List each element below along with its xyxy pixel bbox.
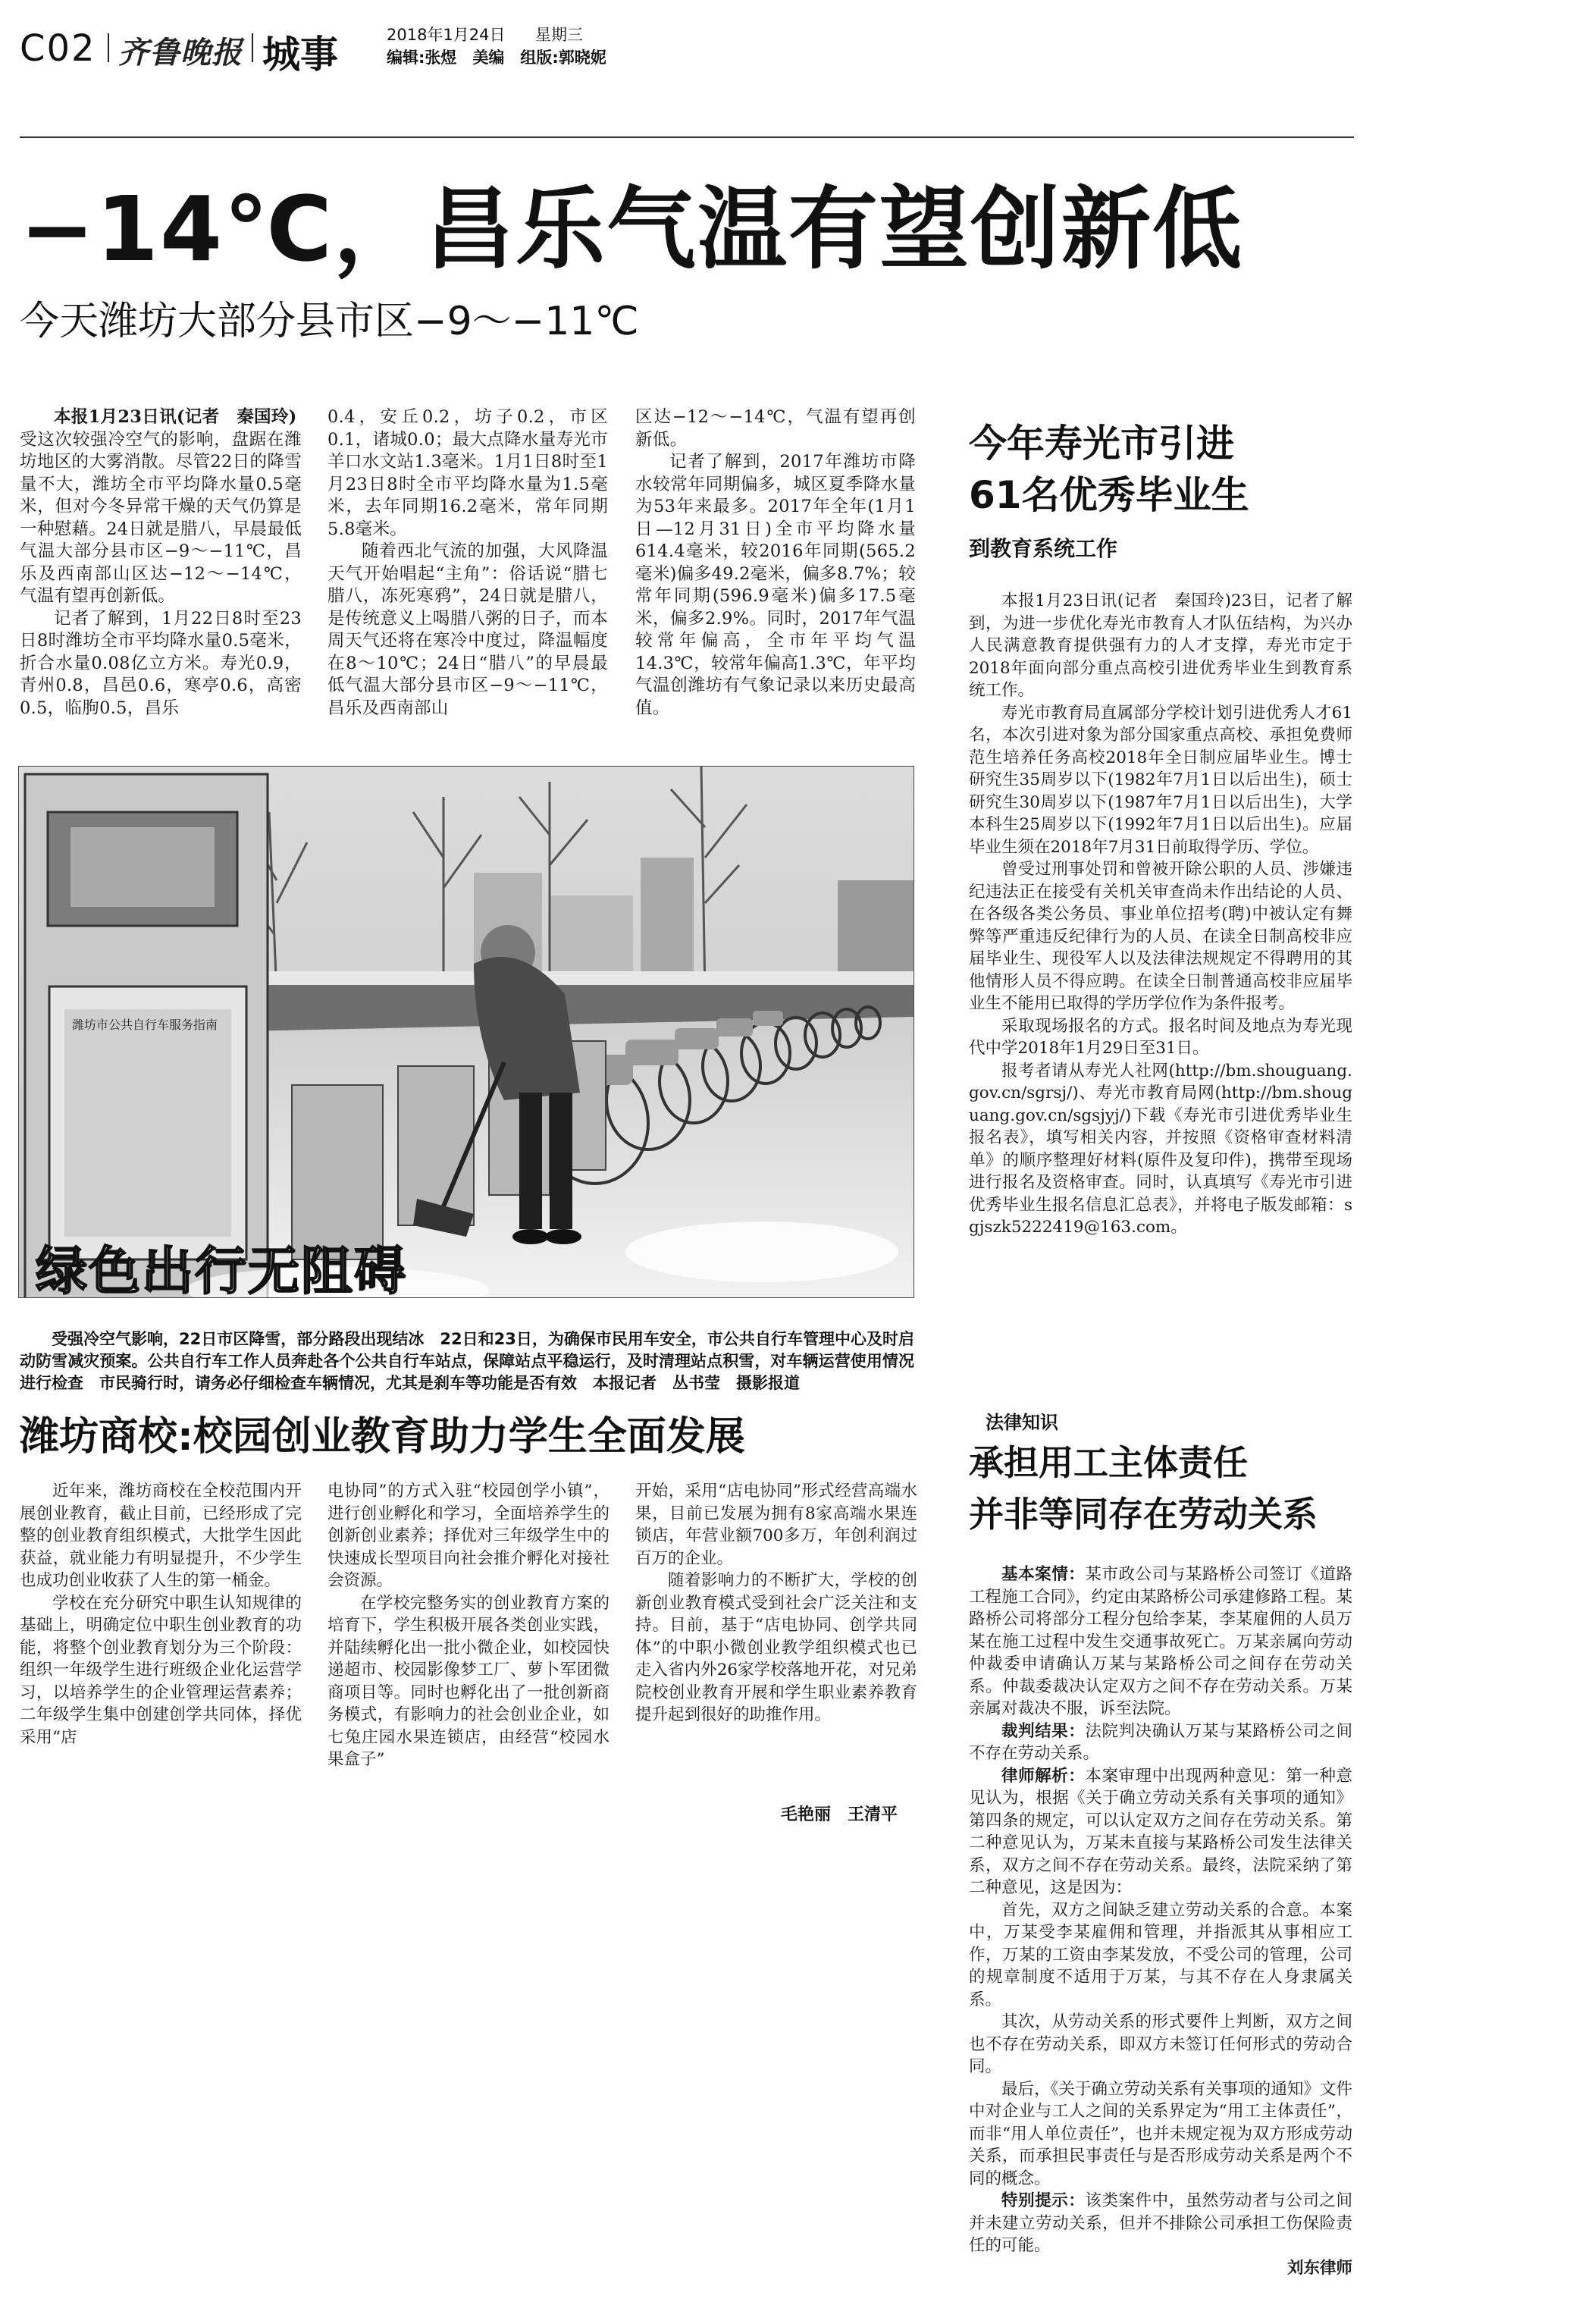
law-paragraph <box>969 1765 1352 1899</box>
school-column-2 <box>327 1480 610 1771</box>
lead-paragraph: 受这次较强冷空气的影响，盘踞在潍坊地区的大雾消散。尽管22日的降雪量不大，潍坊全市平均降水量0.5毫米，但对今冬异常干燥的天气仍算是一种慰藉。24日就是腊八，早晨最低气温大部分县市区−9～−11℃，昌乐及西南部山区达−12～−14℃，气温有望再创新低。 <box>20 429 302 606</box>
law-text: 法院判决确认万某与某路桥公司之间不存在劳动关系。 <box>969 1721 1352 1763</box>
shouguang-paragraph: 寿光市教育局直属部分学校计划引进优秀人才61名，本次引进对象为部分国家重点高校、承担免费师范生培养任务高校2018年全日制应届毕业生。博士研究生35周岁以下(1982年7月1日以后出生)，硕士研究生30周岁以下(1987年7月1日以后出生)，大学本科生25周岁以下(1992年7月1日以后出生)。应届毕业生须在2018年7月31日前取得学历、学位。 <box>969 703 1352 857</box>
school-paragraph: 电协同”的方式入驻“校园创学小镇”，进行创业孵化和学习，全面培养学生的创新创业素养；择优对三年级学生中的快速成长型项目向社会推介孵化对接社会资源。 <box>327 1482 610 1590</box>
school-paragraph: 开始，采用“店电协同”形式经营高端水果，目前已发展为拥有8家高端水果连锁店，年营业额700多万，年创利润过百万的企业。 <box>635 1482 917 1568</box>
school-paragraph: 学校在充分研究中职生认知规律的基础上，明确定位中职生创业教育的功能，将整个创业教育划分为三个阶段：组织一年级学生进行班级企业化运营学习，以培养学生的企业管理运营素养；二年级学生集中创建创学共同体，择优采用“店 <box>20 1593 302 1747</box>
law-paragraph <box>969 2011 1352 2078</box>
lead-paragraph: 0.4，安丘0.2，坊子0.2，市区0.1，诸城0.0；最大点降水量寿光市羊口水文站1.3毫米。1月1日8时至1月23日8时全市平均降水量为1.5毫米，去年同期16.2毫米，常年同期5.8毫米。 <box>327 407 608 539</box>
law-paragraph <box>969 1899 1352 2012</box>
lead-subhead: 今天潍坊大部分县市区−9～−11℃ <box>20 299 639 344</box>
shouguang-paragraph: 本报1月23日讯(记者 秦国玲)23日，记者了解到，为进一步优化寿光市教育人才队伍结构，为兴办人民满意教育提供强有力的人才支撑，寿光市定于2018年面向部分重点高校引进优秀毕业生到教育系统工作。 <box>969 591 1352 700</box>
photo-credit: 本报记者 丛书莹 摄影报道 <box>593 1374 800 1392</box>
school-paragraph: 随着影响力的不断扩大，学校的创新创业教育模式受到社会广泛关注和支持。目前，基于“店电协同、创学共同体”的中职小微创业教学组织模式也已走入省内外26家学校落地开花，对兄弟院校创业教育开展和学生职业素养教育提升起到很好的助推作用。 <box>635 1571 917 1724</box>
masthead-divider <box>252 33 253 62</box>
editors-line: 编辑:张煜 美编 组版:郭晓妮 <box>387 49 606 67</box>
shouguang-body <box>969 590 1352 1239</box>
lead-column-2 <box>327 406 608 720</box>
law-headline-line2: 并非等同存在劳动关系 <box>969 1494 1318 1535</box>
lead-column-1 <box>20 406 302 720</box>
school-headline: 潍坊商校:校园创业教育助力学生全面发展 <box>20 1414 745 1460</box>
shouguang-paragraph: 曾受过刑事处罚和曾被开除公职的人员、涉嫌违纪违法正在接受有关机关审查尚未作出结论的人员、在各级各类公务员、事业单位招考(聘)中被认定有舞弊等严重违反纪律行为的人员、在读全日制高校非应届毕业生、现役军人以及法律法规规定不得聘用的其他情形人员不得应聘。在读全日制普通高校非应届毕业生不能用已取得的学历学位作为条件报考。 <box>969 860 1352 1013</box>
issue-weekday: 星期三 <box>535 26 583 44</box>
lead-paragraph: 记者了解到，2017年潍坊市降水较常年同期偏多，城区夏季降水量为53年来最多。2017年全年(1月1日—12月31日)全市平均降水量614.4毫米，较2016年同期(565.2毫米)偏多49.2毫米，偏多8.7%；较常年同期(596.9毫米)偏多17.5毫米，偏多2.9%。同时，2017年气温较常年偏高，全市年平均气温14.3℃，较常年偏高1.3℃，年平均气温创潍坊有气象记录以来历史最高值。 <box>635 452 916 718</box>
lead-paragraph: 区达−12～−14℃，气温有望再创新低。 <box>635 407 916 450</box>
issue-date: 2018年1月24日 <box>387 26 506 44</box>
kiosk-sign-text: 潍坊市公共自行车服务指南 <box>72 1018 218 1032</box>
school-credit: 毛艳丽 王清平 <box>781 1805 898 1824</box>
law-text: 某市政公司与某路桥公司签订《道路工程施工合同》，约定由某路桥公司承建修路工程。某路桥公司将部分工程分包给李某，李某雇佣的人员万某在施工过程中发生交通事故死亡。万某亲属向劳动仲裁委申请确认万某与某路桥公司之间存在劳动关系。仲裁委裁决认定双方之间不存在劳动关系。万某亲属对裁决不服，诉至法院。 <box>969 1565 1352 1718</box>
page-number: C02 <box>20 27 96 70</box>
lead-headline: −14℃，昌乐气温有望创新低 <box>20 177 1243 281</box>
law-label: 裁判结果： <box>1001 1721 1086 1741</box>
law-text: 首先，双方之间缺乏建立劳动关系的合意。本案中，万某受李某雇佣和管理，并指派其从事相应工作，万某的工资由李某发放，不受公司的管理，公司的规章制度不适用于万某，与其不存在人身隶属关系。 <box>969 1900 1352 2009</box>
section-name: 城事 <box>262 33 338 77</box>
law-credit: 刘东律师 <box>1286 2258 1352 2278</box>
law-text: 该类案件中，虽然劳动者与公司之间并未建立劳动关系，但并不排除公司承担工伤保险责任的可能。 <box>969 2191 1352 2255</box>
shouguang-paragraph: 采取现场报名的方式。报名时间及地点为寿光现代中学2018年1月29日至31日。 <box>969 1016 1352 1058</box>
lead-paragraph: 随着西北气流的加强，大风降温天气开始唱起“主角”：俗话说“腊七腊八，冻死寒鸦”，24日就是腊八，是传统意义上喝腊八粥的日子，而本周天气还将在寒冷中度过，降温幅度在8～10℃；24日“腊八”的早晨最低气温大部分县市区−9～−11℃，昌乐及西南部山 <box>327 541 608 718</box>
school-column-1 <box>20 1480 302 1748</box>
law-text: 本案审理中出现两种意见：第一种意见认为，根据《关于确立劳动关系有关事项的通知》第四条的规定，可以认定双方之间存在劳动关系。第二种意见认为，万某未直接与某路桥公司发生法律关系，双方之间不存在劳动关系。最终，法院采纳了第二种意见，这是因为： <box>969 1766 1352 1897</box>
lead-column-3 <box>635 406 916 720</box>
school-paragraph: 近年来，潍坊商校在全校范围内开展创业教育，截止目前，已经形成了完整的创业教育组织模式，大批学生因此获益，就业能力有明显提升，不少学生也成功创业收获了人生的第一桶金。 <box>20 1482 302 1590</box>
law-text: 最后，《关于确立劳动关系有关事项的通知》文件中对企业与工人之间的关系界定为“用工主体责任”，而非“用人单位责任”，也并未规定视为双方形成劳动关系，而承担民事责任与是否形成劳动关系是两个不同的概念。 <box>969 2079 1352 2188</box>
law-body <box>969 1563 1352 2279</box>
shouguang-headline-line1: 今年寿光市引进 <box>969 422 1234 466</box>
law-paragraph <box>969 1720 1352 1765</box>
masthead-divider <box>108 33 109 62</box>
law-text: 其次，从劳动关系的形式要件上判断，双方之间也不存在劳动关系，即双方未签订任何形式的劳动合同。 <box>969 2012 1352 2076</box>
shouguang-subhead: 到教育系统工作 <box>969 536 1118 561</box>
law-paragraph <box>969 2190 1352 2257</box>
photo-overlay-title: 绿色出行无阻碍 <box>36 1242 408 1298</box>
law-tag: 法律知识 <box>986 1412 1058 1433</box>
newspaper-logo: 齐鲁晚报 <box>118 35 243 71</box>
lead-paragraph: 记者了解到，1月22日8时至23日8时潍坊全市平均降水量0.5毫米，折合水量0.08亿立方米。寿光0.9，青州0.8，昌邑0.6，寒亭0.6，高密0.5，临朐0.5，昌乐 <box>20 608 302 718</box>
law-headline-line1: 承担用工主体责任 <box>969 1442 1248 1483</box>
law-label: 律师解析： <box>1001 1766 1086 1786</box>
shouguang-paragraph: 报考者请从寿光人社网(http://bm.shouguang.gov.cn/sgrsj/)、寿光市教育局网(http://bm.shouguang.gov.cn/sgsjyj/)下载《寿光市引进优秀毕业生报名表》，填写相关内容，并按照《资格审查材料清单》的顺序整理好材料(原件及复印件)，携带至现场进行报名及资格审查。同时，认真填写《寿光市引进优秀毕业生报名信息汇总表》，并将电子版发邮箱：sgjszk5222419@163.com。 <box>969 1061 1352 1237</box>
lead-byline: 本报1月23日讯(记者 秦国玲) <box>54 407 297 427</box>
law-label: 特别提示： <box>1001 2191 1086 2210</box>
law-paragraph <box>969 1563 1352 1720</box>
masthead-rule <box>20 136 1354 138</box>
law-paragraph <box>969 2078 1352 2191</box>
news-photo <box>18 766 914 1298</box>
school-paragraph: 在学校完整务实的创业教育方案的培育下，学生积极开展各类创业实践，并陆续孵化出一批小微企业，如校园快递超市、校园影像梦工厂、萝卜军团微商项目等。同时也孵化出了一批创新商务模式，有影响力的社会创业企业，如七兔庄园水果连锁店，由经营“校园水果盒子” <box>327 1593 610 1769</box>
photo-caption <box>20 1328 914 1394</box>
shouguang-headline-line2: 61名优秀毕业生 <box>969 473 1249 517</box>
school-column-3 <box>635 1480 917 1727</box>
law-label: 基本案情： <box>1001 1565 1086 1584</box>
photo-caption-text: 受强冷空气影响，22日市区降雪，部分路段出现结冰 22日和23日，为确保市民用车安全，市公共自行车管理中心及时启动防雪减灾预案。公共自行车工作人员奔赴各个公共自行车站点，保障站点平稳运行，及时清理站点积雪，对车辆运营使用情况进行检查 市民骑行时，请务必仔细检查车辆情况，尤其是刹车等功能是否有效 <box>20 1330 914 1392</box>
